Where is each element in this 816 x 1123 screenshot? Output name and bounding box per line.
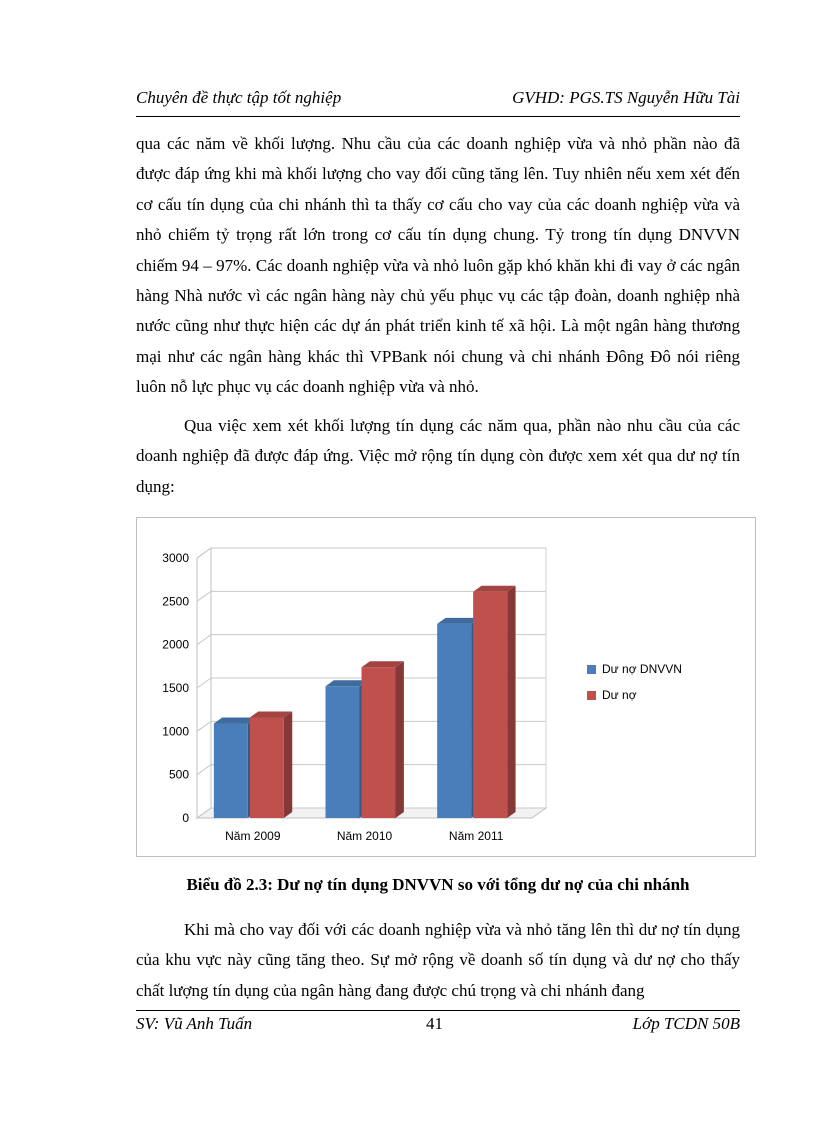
legend-swatch [587,691,596,700]
x-tick-label: Năm 2009 [225,829,281,843]
bar-chart [137,518,755,856]
bar-side [284,711,292,818]
footer-student: SV: Vũ Anh Tuấn [136,1014,253,1033]
chart-caption: Biểu đồ 2.3: Dư nợ tín dụng DNVVN so với tổng dư nợ của chi nhánh [186,875,690,894]
y-tick-label: 2500 [162,594,189,609]
y-tick-label: 2000 [162,637,189,652]
legend-label: Dư nợ DNVVN [602,662,682,676]
x-tick-label: Năm 2011 [448,829,504,843]
bar [250,717,284,818]
legend-swatch [587,665,596,674]
y-tick-label: 0 [182,811,189,825]
bar [437,624,471,818]
paragraph-1: qua các năm về khối lượng. Nhu cầu của các doanh nghiệp vừa và nhỏ phần nào đã được đáp ứng khi mà khối lượng cho vay đối cũng tăng lên. Tuy nhiên nếu xem xét đến cơ cấu tín dụng của chi nhánh thì ta thấy cơ cấu cho vay của các doanh nghiệp vừa và nhỏ chiếm tỷ trọng rất lớn trong cơ cấu tín dụng chung. Tỷ trong tín dụng DNVVN chiếm 94 – 97%. Các doanh nghiệp vừa và nhỏ luôn gặp khó khăn khi đi vay ở các ngân hàng Nhà nước vì các ngân hàng này chủ yếu phục vụ các tập đoàn, doanh nghiệp nhà nước cũng như thực hiện các dự án phát triển kinh tế xã hội. Là một ngân hàng thương mại như các ngân hàng khác thì VPBank nói chung và chi nhánh Đông Đô nói riêng luôn nỗ lực phục vụ các doanh nghiệp vừa và nhỏ. [136,134,740,397]
y-tick-label: 500 [168,767,189,782]
bar [362,667,396,818]
bar-side [396,661,404,818]
chart-container [136,517,756,857]
paragraph-2: Qua việc xem xét khối lượng tín dụng các năm qua, phần nào nhu cầu của các doanh nghiệp đã được đáp ứng. Việc mở rộng tín dụng còn được xem xét qua dư nợ tín dụng: [136,416,740,496]
page-footer [136,1014,740,1038]
bar [473,592,507,818]
header-advisor: GVHD: PGS.TS Nguyễn Hữu Tài [512,88,740,107]
bar [326,686,360,818]
page-number: 41 [426,1014,443,1033]
bar [214,724,248,818]
paragraph-3: Khi mà cho vay đối với các doanh nghiệp vừa và nhỏ tăng lên thì dư nợ tín dụng của khu vực này cũng tăng theo. Sự mở rộng về doanh số tín dụng và dư nợ cho thấy chất lượng tín dụng của ngân hàng đang được chú trọng và chi nhánh đang [136,920,740,1000]
y-tick-label: 1500 [162,681,189,695]
bar-side [507,586,515,818]
footer-class: Lớp TCDN 50B [632,1014,740,1033]
y-tick-label: 1000 [162,724,189,739]
footer-rule [136,1010,740,1011]
y-tick-label: 3000 [162,551,189,565]
x-tick-label: Năm 2010 [336,829,393,843]
legend-label: Dư nợ [602,688,637,702]
header-rule [136,116,740,117]
page-header [136,88,740,112]
header-title: Chuyên đề thực tập tốt nghiệp [136,88,342,107]
